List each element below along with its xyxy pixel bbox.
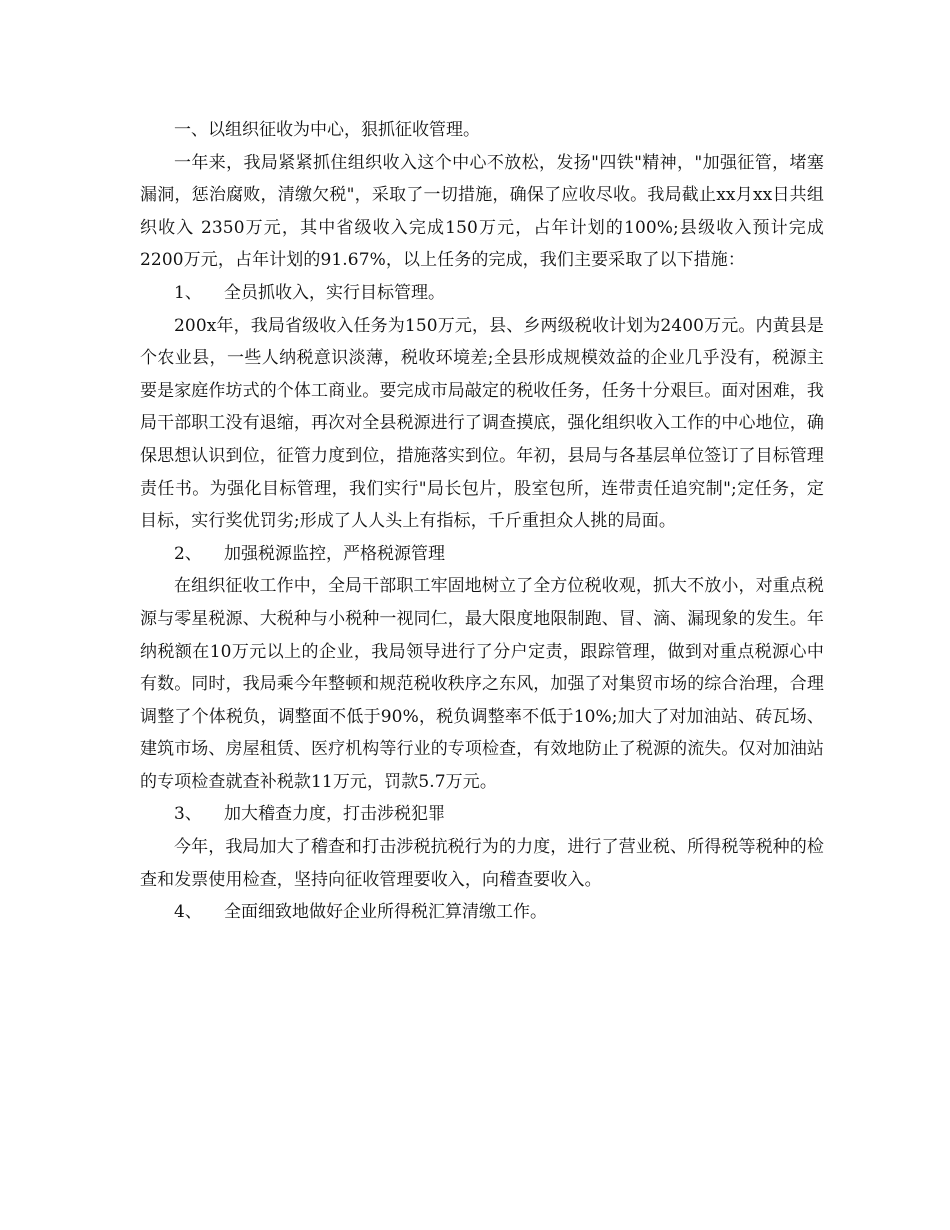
item-title: 加强税源监控，严格税源管理: [224, 543, 445, 564]
item-number: 3、: [174, 804, 202, 825]
item-title: 全员抓收入，实行目标管理。: [224, 282, 445, 303]
document-page: [140, 114, 824, 929]
section-title: 一、以组织征收为中心，狠抓征收管理。: [174, 120, 480, 140]
item-title: 全面细致地做好企业所得税汇算清缴工作。: [224, 902, 547, 923]
item-heading-4: [140, 896, 824, 929]
item-heading-3: [140, 798, 824, 831]
item-heading-1: [140, 277, 824, 310]
item-number: 2、: [174, 543, 202, 564]
item-title: 加大稽查力度，打击涉税犯罪: [224, 804, 445, 825]
item-paragraph-3: 今年，我局加大了稽查和打击涉税抗税行为的力度，进行了营业税、所得税等税种的检查和发票使用检查，坚持向征收管理要收入，向稽查要收入。: [140, 837, 824, 890]
item-paragraph-2: 在组织征收工作中，全局干部职工牢固地树立了全方位税收观，抓大不放小，对重点税源与零星税源、大税种与小税种一视同仁，最大限度地限制跑、冒、滴、漏现象的发生。年纳税额在10万元以上的企业，我局领导进行了分户定责，跟踪管理，做到对重点税源心中有数。同时，我局乘今年整顿和规范税收秩序之东风，加强了对集贸市场的综合治理，合理调整了个体税负，调整面不低于90%，税负调整率不低于10%;加大了对加油站、砖瓦场、建筑市场、房屋租赁、医疗机构等行业的专项检查，有效地防止了税源的流失。仅对加油站的专项检查就查补税款11万元，罚款5.7万元。: [140, 576, 824, 792]
intro-paragraph: 一年来，我局紧紧抓住组织收入这个中心不放松，发扬"四铁"精神，"加强征管，堵塞漏洞，惩治腐败，清缴欠税"，采取了一切措施，确保了应收尽收。我局截止xx月xx日共组织收入 2350万元，其中省级收入完成150万元，占年计划的100%;县级收入预计完成2200万元，占年计划的91.67%，以上任务的完成，我们主要采取了以下措施：: [140, 152, 824, 271]
item-heading-2: [140, 538, 824, 571]
item-number: 1、: [174, 282, 202, 303]
item-paragraph-1: 200x年，我局省级收入任务为150万元，县、乡两级税收计划为2400万元。内黄县是个农业县，一些人纳税意识淡薄，税收环境差;全县形成规模效益的企业几乎没有，税源主要是家庭作坊式的个体工商业。要完成市局敲定的税收任务，任务十分艰巨。面对困难，我局干部职工没有退缩，再次对全县税源进行了调查摸底，强化组织收入工作的中心地位，确保思想认识到位，征管力度到位，措施落实到位。年初，县局与各基层单位签订了目标管理责任书。为强化目标管理，我们实行"局长包片，股室包所，连带责任追究制";定任务，定目标，实行奖优罚劣;形成了人人头上有指标，千斤重担众人挑的局面。: [140, 315, 824, 532]
item-number: 4、: [174, 902, 202, 923]
